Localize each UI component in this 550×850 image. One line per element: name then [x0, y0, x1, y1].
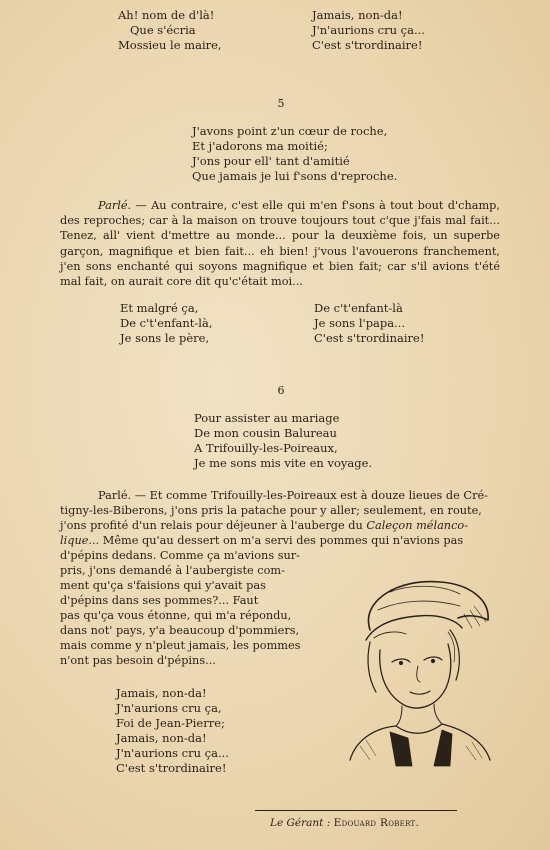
parle-line: ment qu'ça s'faisions qui y'avait pas	[60, 579, 266, 592]
parle-line: dans not' pays, y'a beaucoup d'pommiers,	[60, 624, 300, 637]
refrain-5-left	[120, 301, 213, 346]
verse-line: Pour assister au mariage	[194, 411, 340, 425]
parle-5	[60, 198, 500, 289]
verse-line: Je me sons mis vite en voyage.	[194, 456, 373, 470]
verse-line: J'n'aurions cru ça...	[312, 23, 425, 37]
verse-line: Jamais, non-da!	[116, 686, 207, 700]
top-stanza-right	[312, 8, 425, 53]
footer-signature	[270, 817, 419, 829]
verse-line: Jamais, non-da!	[312, 8, 403, 22]
stanza-number: 5	[277, 97, 285, 110]
verse-line: J'n'aurions cru ça...	[116, 746, 229, 760]
parle-label: Parlé. —	[98, 489, 147, 502]
gerant-label: Le Gérant :	[270, 817, 331, 829]
verse-line: C'est s'trordinaire!	[314, 331, 425, 345]
parle-line: pas qu'ça vous étonne, qui m'a répondu,	[60, 609, 292, 622]
parle-line: d'pépins dans ses pommes?... Faut	[60, 594, 259, 607]
gerant-name: Edouard Robert.	[333, 817, 420, 829]
verse-line: Je sons l'papa...	[314, 316, 406, 330]
verse-line: Et j'adorons ma moitié;	[192, 139, 328, 153]
parle-text: Au contraire, c'est elle qui m'en f'sons à tout bout d'champ, des reproches; car à la maison on trouve toujours tout c'que j'fais mal fait... Tenez, all' vient d'mettre au monde... pour la deuxième fois, un superbe garçon, magnifique et bien fait... eh bien! j'vous l'avouerons franchement, j'en sons enchanté qui soyons magnifique et bien fait; car s'il avions t'été mal fait, on aurait core dit qu'c'était moi...	[60, 199, 500, 289]
parle-line: j'ons profité d'un relais pour déjeuner à l'auberge du Caleçon mélanco-	[60, 519, 469, 532]
verse-line: Que s'écria	[130, 23, 196, 37]
verse-line: J'ons pour ell' tant d'amitié	[192, 154, 350, 168]
refrain-5-right	[314, 301, 424, 346]
parle-line: tigny-les-Biberons, j'ons pris la patache pour y aller; seulement, en route,	[60, 504, 482, 517]
stanza-number: 6	[277, 384, 285, 397]
verse-line: Et malgré ça,	[120, 301, 199, 315]
refrain-6	[116, 686, 229, 776]
verse-line: Ah! nom de d'là!	[118, 8, 215, 22]
verse-line: Que jamais je lui f'sons d'reproche.	[192, 169, 398, 183]
parle-line: mais comme y n'pleut jamais, les pommes	[60, 639, 301, 652]
footer-rule	[255, 810, 457, 811]
verse-line: Mossieu le maire,	[118, 38, 222, 52]
parle-line: lique... Même qu'au dessert on m'a servi des pommes qui n'avions pas	[60, 534, 464, 547]
verse-line: J'avons point z'un cœur de roche,	[192, 124, 388, 138]
verse-line: J'n'aurions cru ça,	[116, 701, 222, 715]
verse-line: C'est s'trordinaire!	[312, 38, 423, 52]
woman-portrait-illustration	[330, 570, 510, 770]
parle-label: Parlé. —	[98, 199, 147, 212]
top-stanza-left	[118, 8, 222, 53]
verse-5	[192, 124, 397, 184]
verse-line: De c't'enfant-là	[314, 301, 403, 315]
parle-line: n'ont pas besoin d'pépins...	[60, 654, 216, 667]
verse-line: De mon cousin Balureau	[194, 426, 337, 440]
verse-line: Je sons le père,	[120, 331, 210, 345]
parle-line: d'pépins dedans. Comme ça m'avions sur-	[60, 549, 301, 562]
parle-line: Parlé. — Et comme Trifouilly-les-Poireaux est à douze lieues de Cré-	[98, 489, 488, 502]
verse-line: Foi de Jean-Pierre;	[116, 716, 225, 730]
verse-line: De c't'enfant-là,	[120, 316, 213, 330]
parle-line: pris, j'ons demandé à l'aubergiste com-	[60, 564, 285, 577]
verse-line: Jamais, non-da!	[116, 731, 207, 745]
verse-line: C'est s'trordinaire!	[116, 761, 227, 775]
verse-6	[194, 411, 372, 471]
verse-line: A Trifouilly-les-Poireaux,	[194, 441, 338, 455]
